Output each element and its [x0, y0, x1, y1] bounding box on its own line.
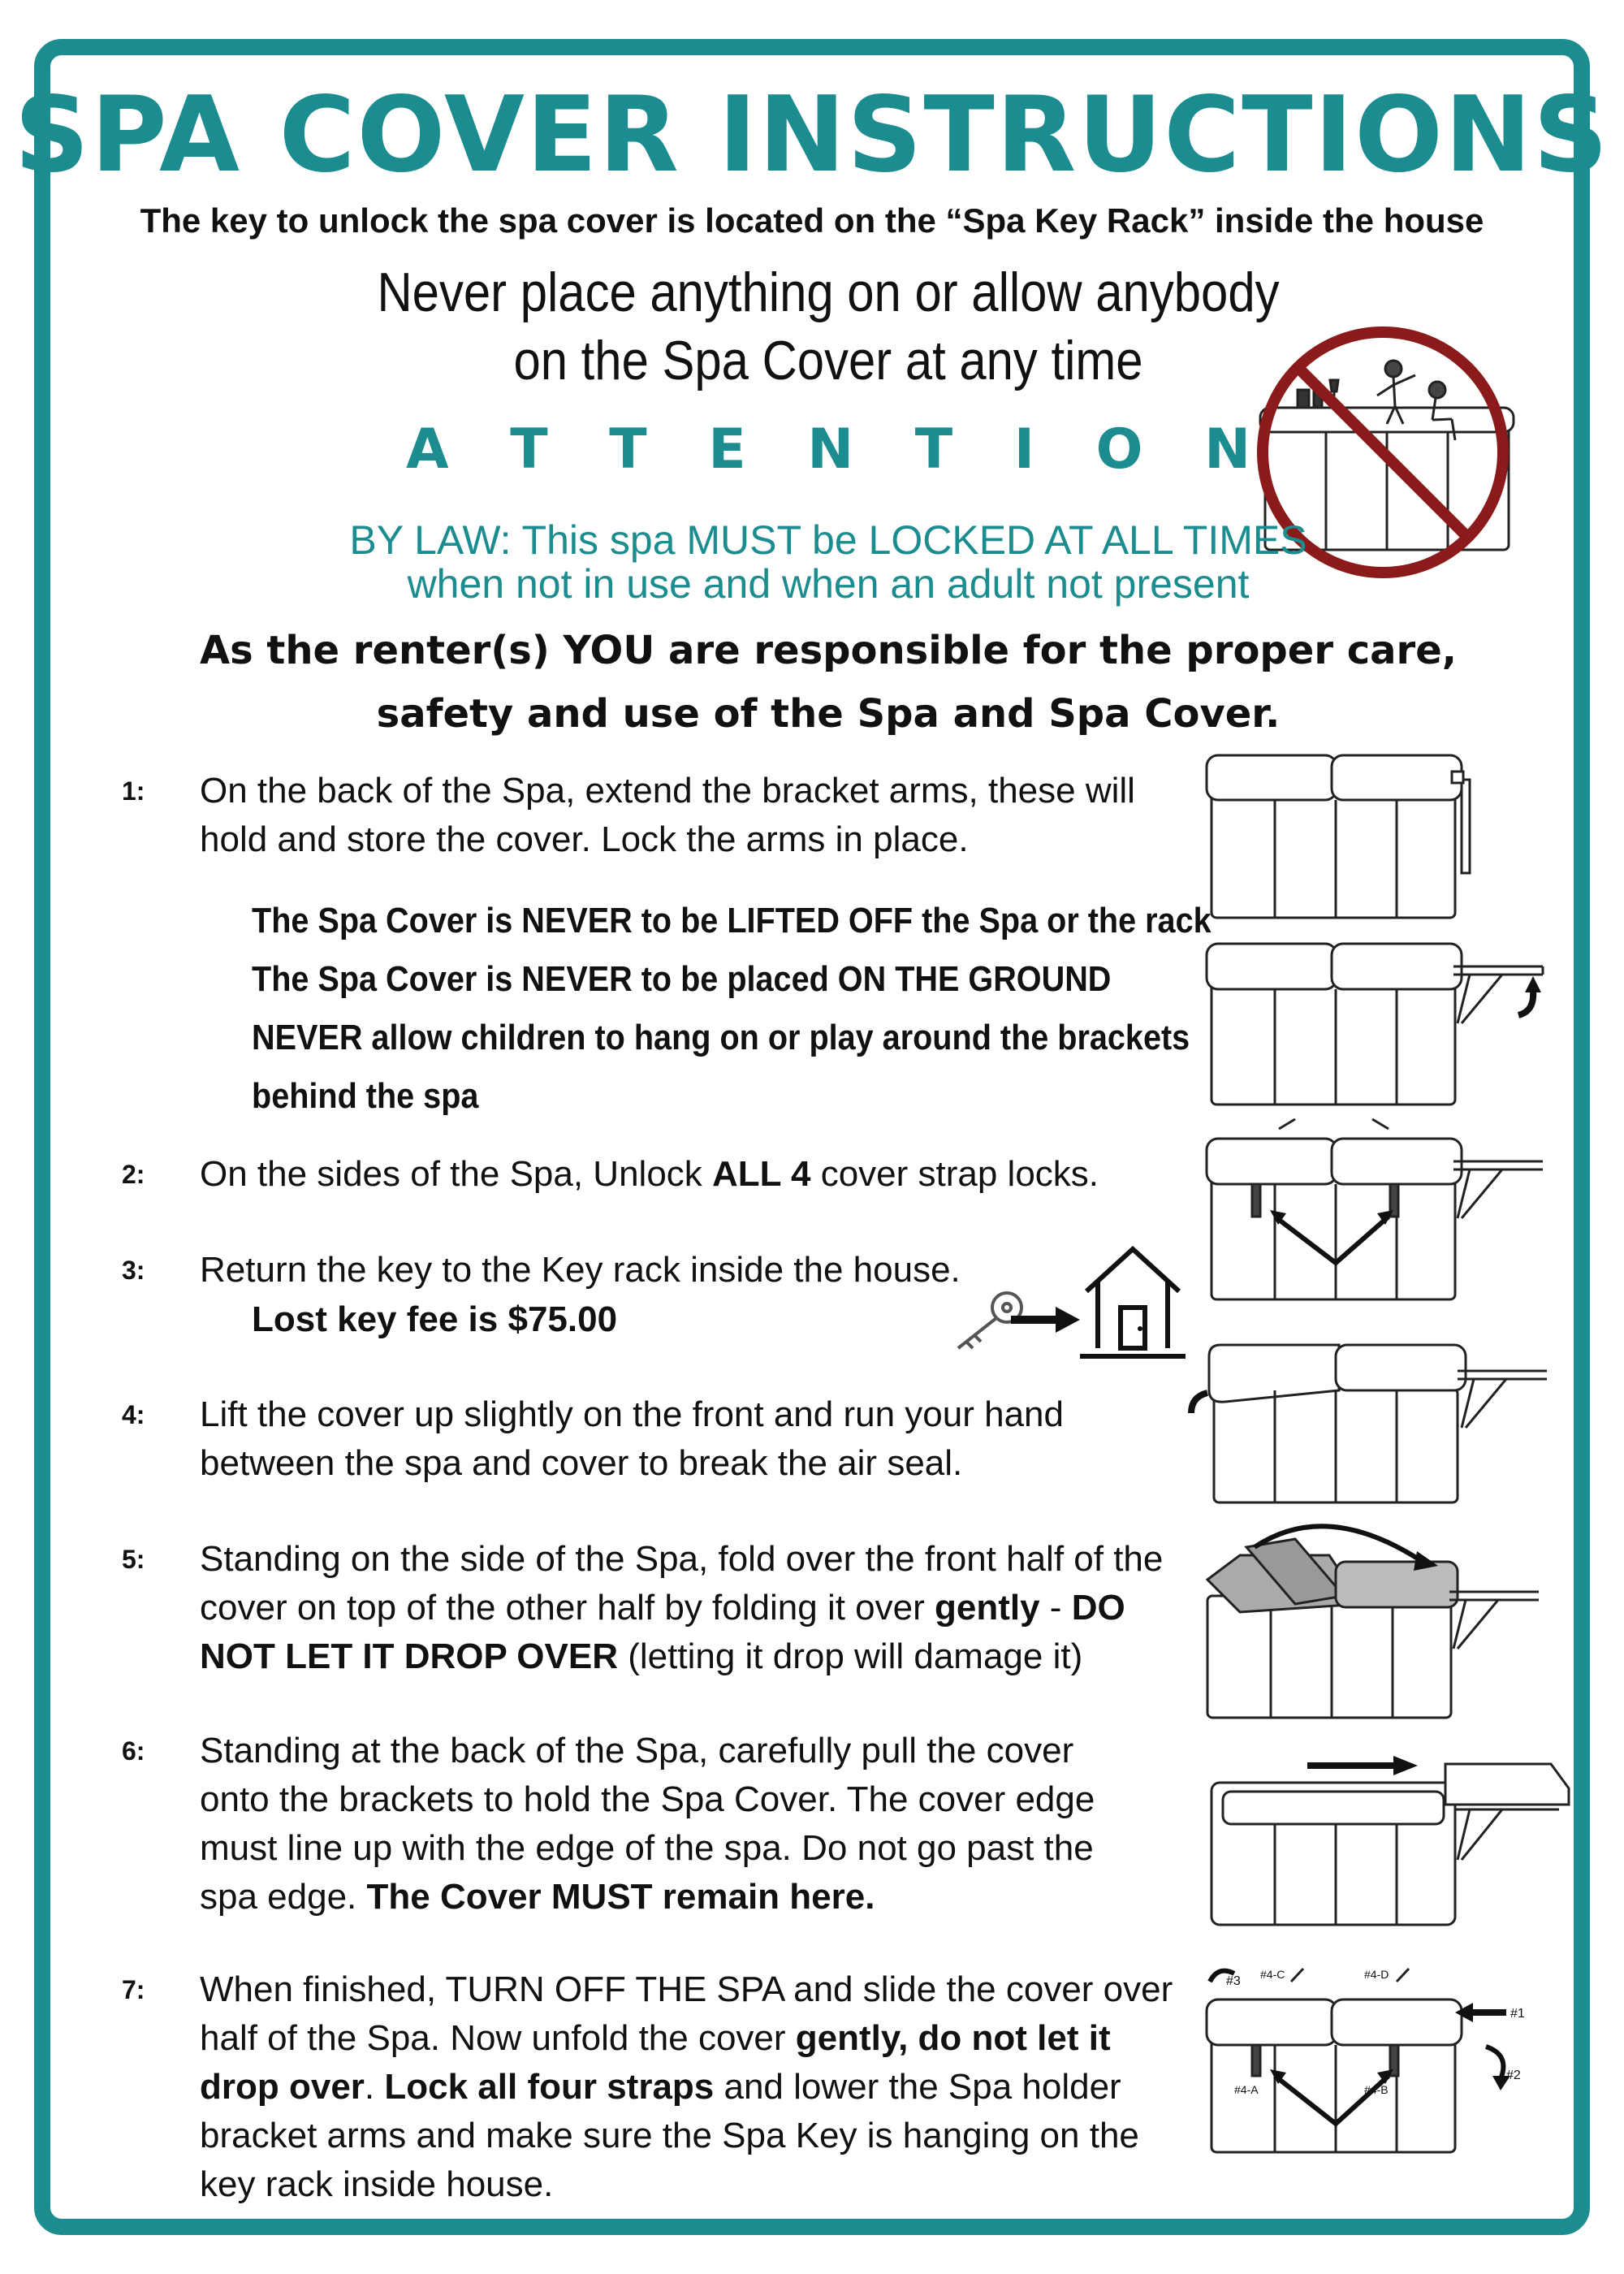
step-text	[200, 1150, 1177, 1199]
page-title: SPA COVER INSTRUCTIONS	[14, 75, 1610, 196]
step-number: 5:	[122, 1545, 145, 1574]
attention-letter: I	[1013, 417, 1035, 482]
never-place-line-2: on the Spa Cover at any time	[513, 330, 1143, 391]
step-text: On the back of the Spa, extend the bracket arms, these will hold and store the cover. Lock the arms in place.	[200, 771, 1135, 859]
step-text	[200, 1727, 1121, 1922]
step-text-part: Standing at the back of the Spa, carefully pull the cover onto the brackets to hold the Spa Cover. The cover edge must line up with the edge of the spa. Do not go past the spa edge.	[200, 1731, 1095, 1917]
key-location-note: The key to unlock the spa cover is located on the “Spa Key Rack” inside the house	[140, 201, 1484, 240]
step-number: 4:	[122, 1400, 145, 1429]
label-4d: #4-D	[1364, 1968, 1389, 1981]
label-4a: #4-A	[1234, 2083, 1259, 2096]
attention-letter: E	[708, 417, 746, 482]
attention-heading	[406, 417, 1250, 482]
step-7	[122, 1965, 1177, 2209]
by-law-line-2: when not in use and when an adult not present	[407, 561, 1250, 607]
step-number: 7:	[122, 1975, 145, 2004]
step-5	[122, 1535, 1177, 1681]
spa-illustration-break-seal	[1181, 1324, 1555, 1511]
by-law-notice	[244, 518, 1413, 606]
never-place-line-1: Never place anything on or allow anybody	[377, 262, 1280, 323]
step-text-bold: DO NOT LET IT DROP OVER	[200, 1588, 1125, 1676]
step-2	[122, 1150, 1177, 1199]
step-1	[122, 767, 1161, 864]
spa-illustration-bracket-folded	[1202, 747, 1478, 926]
arrow-right-icon	[1011, 1303, 1084, 1336]
step-number: 1:	[122, 776, 145, 806]
cover-warnings	[252, 892, 1212, 1126]
step-number: 2:	[122, 1160, 145, 1189]
house-icon	[1080, 1243, 1186, 1364]
never-place-warning	[313, 258, 1342, 395]
warning-line: behind the spa	[252, 1076, 479, 1116]
spa-illustration-fold-cover	[1198, 1515, 1555, 1726]
warning-line: NEVER allow children to hang on or play around the brackets	[252, 1018, 1190, 1057]
step-text: Return the key to the Key rack inside the house.	[200, 1250, 961, 1290]
step-text-bold: Lock all four straps	[384, 2067, 715, 2107]
step-text-part: .	[364, 2067, 385, 2107]
step-text: Lift the cover up slightly on the front and run your hand between the spa and cover to break the air seal.	[200, 1394, 1064, 1483]
step-text-part: and lower the Spa holder bracket arms and make sure the Spa Key is hanging on the key rack inside house.	[200, 2067, 1139, 2204]
attention-letter: N	[807, 417, 854, 482]
attention-letter: N	[1204, 417, 1250, 482]
step-6	[122, 1727, 1121, 1922]
label-2: #2	[1506, 2069, 1521, 2082]
by-law-line-1: BY LAW: This spa MUST be LOCKED AT ALL TIMES	[349, 517, 1307, 563]
step-text	[200, 1535, 1177, 1681]
step-text	[200, 1965, 1177, 2209]
spa-illustration-bracket-extended	[1202, 934, 1559, 1113]
label-4c: #4-C	[1260, 1968, 1285, 1981]
attention-letter: A	[406, 417, 449, 482]
step-text-part: When finished, TURN OFF THE SPA and slide the cover over half of the Spa. Now unfold the cover	[200, 1969, 1173, 2058]
label-4b: #4-B	[1364, 2083, 1389, 2096]
attention-letter: O	[1095, 417, 1143, 482]
spa-illustration-cover-on-brackets	[1202, 1746, 1575, 1933]
spa-illustration-unlock-straps	[1202, 1113, 1559, 1308]
label-1: #1	[1510, 2007, 1525, 2021]
step-4	[122, 1390, 1177, 1488]
step-text-bold: The Cover MUST remain here.	[366, 1877, 875, 1917]
step-text-part: (letting it drop will damage it)	[618, 1636, 1083, 1676]
step-text-bold: ALL 4	[712, 1154, 811, 1194]
step-text-part: cover strap locks.	[810, 1154, 1099, 1194]
warning-line: The Spa Cover is NEVER to be placed ON THE GROUND	[252, 959, 1112, 999]
warning-line: The Spa Cover is NEVER to be LIFTED OFF the Spa or the rack	[252, 901, 1212, 940]
step-text-bold: gently, do not let it drop over	[200, 2018, 1111, 2107]
attention-letter: T	[609, 417, 647, 482]
label-3: #3	[1226, 1974, 1241, 1988]
attention-letter: T	[914, 417, 953, 482]
spa-illustration-relock	[1202, 1957, 1575, 2160]
step-text-part: Standing on the side of the Spa, fold over the front half of the cover on top of the other half by folding it over	[200, 1539, 1164, 1628]
attention-letter: T	[510, 417, 548, 482]
step-number: 6:	[122, 1736, 145, 1766]
responsibility-line-1: As the renter(s) YOU are responsible for the proper care,	[199, 628, 1458, 673]
responsibility-line-2: safety and use of the Spa and Spa Cover.	[376, 691, 1281, 737]
lost-key-fee: Lost key fee is $75.00	[252, 1299, 618, 1339]
step-number: 3:	[122, 1256, 145, 1285]
step-text-bold: gently	[935, 1588, 1040, 1628]
step-text-part: On the sides of the Spa, Unlock	[200, 1154, 713, 1194]
step-text-part: -	[1039, 1588, 1072, 1628]
renter-responsibility	[162, 619, 1494, 746]
